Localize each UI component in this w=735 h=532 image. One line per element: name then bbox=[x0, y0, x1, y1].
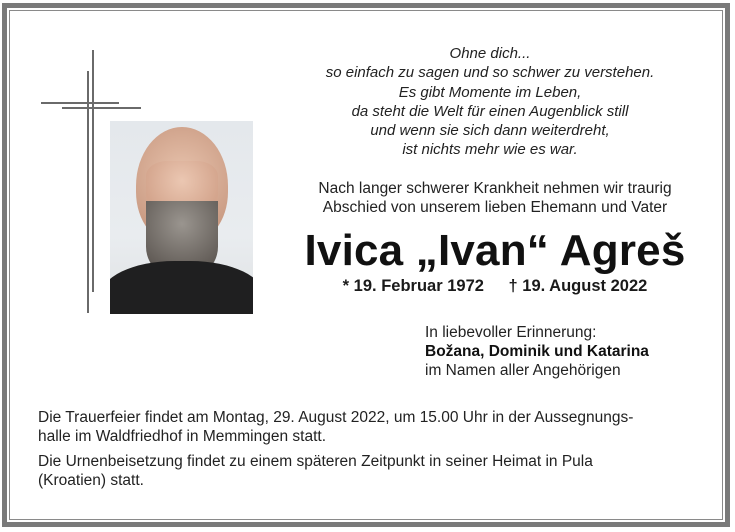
ceremony-line: Die Trauerfeier findet am Montag, 29. August 2022, um 15.00 Uhr in der Aussegnungs- bbox=[38, 409, 634, 426]
poem-line: ist nichts mehr wie es war. bbox=[402, 141, 578, 159]
poem bbox=[285, 44, 695, 160]
mourners-block bbox=[425, 323, 649, 380]
memory-heading: In liebevoller Erinnerung: bbox=[425, 324, 597, 341]
photo-shirt bbox=[110, 261, 253, 314]
funeral-info bbox=[38, 408, 688, 496]
cross-line bbox=[41, 102, 119, 104]
death-date: † 19. August 2022 bbox=[508, 277, 648, 295]
cross-line bbox=[92, 50, 94, 292]
deceased-name: Ivica „Ivan“ Agreš bbox=[304, 226, 686, 275]
poem-line: so einfach zu sagen und so schwer zu verstehen. bbox=[325, 64, 655, 82]
ceremony-line: halle im Waldfriedhof in Memmingen statt. bbox=[38, 428, 327, 445]
poem-line: Es gibt Momente im Leben, bbox=[398, 83, 582, 101]
burial-line: Die Urnenbeisetzung findet zu einem späteren Zeitpunkt in seiner Heimat in Pula bbox=[38, 453, 593, 470]
burial-info bbox=[38, 452, 688, 490]
life-dates bbox=[285, 277, 705, 296]
portrait-photo bbox=[110, 121, 253, 314]
mourner-names: Božana, Dominik und Katarina bbox=[425, 343, 649, 360]
ceremony-info bbox=[38, 408, 688, 446]
burial-line: (Kroatien) statt. bbox=[38, 472, 144, 489]
cross-line bbox=[62, 107, 141, 109]
poem-line: da steht die Welt für einen Augenblick still bbox=[351, 102, 629, 120]
birth-date: * 19. Februar 1972 bbox=[342, 277, 484, 295]
announcement-intro bbox=[285, 179, 705, 217]
intro-line: Abschied von unserem lieben Ehemann und Vater bbox=[322, 199, 668, 216]
intro-line: Nach langer schwerer Krankheit nehmen wir traurig bbox=[318, 180, 672, 197]
mourner-note: im Namen aller Angehörigen bbox=[425, 362, 621, 379]
poem-line: und wenn sie sich dann weiterdreht, bbox=[370, 122, 610, 140]
poem-line: Ohne dich... bbox=[449, 45, 531, 62]
